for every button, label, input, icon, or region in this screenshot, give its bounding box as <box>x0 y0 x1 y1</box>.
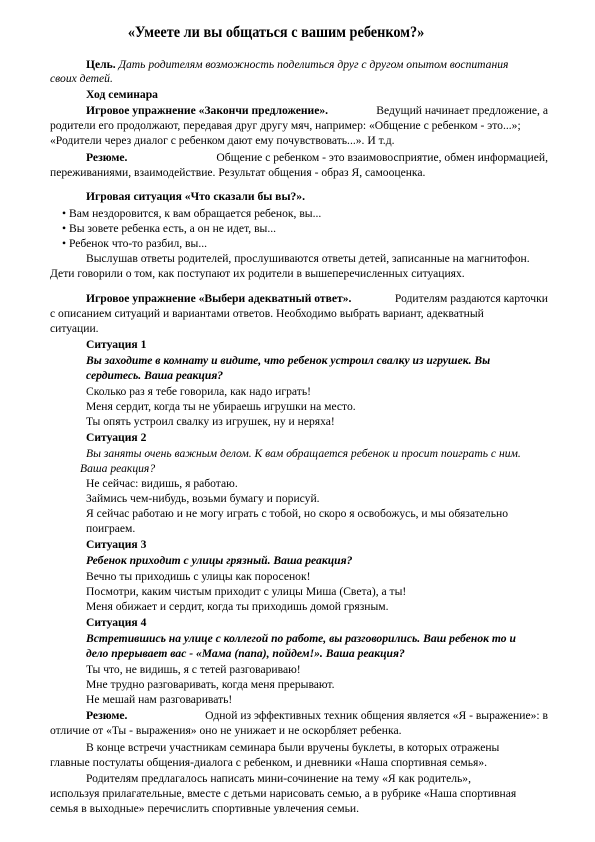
summary1-label: Резюме. <box>86 151 128 164</box>
situation2-prompt-1: Вы заняты очень важным делом. К вам обращается ребенок и просит поиграть с ним. <box>86 447 521 460</box>
situation1-heading: Ситуация 1 <box>86 338 147 351</box>
exercise1-text: Ведущий начинает предложение, а <box>376 104 548 117</box>
game-situation-after-2: Дети говорили о том, как поступают их родители в вышеперечисленных ситуациях. <box>50 267 465 280</box>
closing-p2-line-1: Родителям предлагалось написать мини-сочинение на тему «Я как родитель», <box>86 772 472 785</box>
situation4-answer: Не мешай нам разговаривать! <box>86 693 233 706</box>
exercise2-line-2: с описанием ситуаций и вариантами ответов. Необходимо выбрать вариант, адекватный <box>50 307 484 320</box>
list-item-text: Вам нездоровится, к вам обращается ребенок, вы... <box>68 207 322 220</box>
list-item-text: Ребенок что-то разбил, вы... <box>68 237 208 250</box>
exercise2-line-1 <box>86 292 548 306</box>
summary1-line-1 <box>86 151 548 165</box>
situation3-answer: Меня обижает и сердит, когда ты приходишь домой грязным. <box>86 600 389 613</box>
exercise2-line-3: ситуации. <box>50 322 99 335</box>
summary2-label: Резюме. <box>86 709 128 722</box>
exercise2-text: Родителям раздаются карточки <box>394 292 548 305</box>
situation3-answer: Посмотри, каким чистым приходит с улицы Миша (Света), а ты! <box>86 585 407 598</box>
situation2-answer: Займись чем-нибудь, возьми бумагу и порисуй. <box>86 492 320 505</box>
page-title: «Умеете ли вы общаться с вашим ребенком?» <box>127 24 425 41</box>
closing-p2-line-3: семья в выходные» перечислить спортивные увлечения семьи. <box>50 802 360 815</box>
exercise1-line-1 <box>86 104 548 118</box>
situation2-answer: Я сейчас работаю и не могу играть с тобой, но скоро я освобожусь, и мы обязательно <box>86 507 508 520</box>
situation2-prompt-2: Ваша реакция? <box>80 462 156 475</box>
exercise1-title: Игровое упражнение «Закончи предложение». <box>86 104 329 117</box>
goal-line-1 <box>86 58 548 72</box>
list-item <box>62 222 276 236</box>
closing-p1-line-1: В конце встречи участникам семинара были вручены буклеты, в которых отражены <box>86 741 500 754</box>
game-situation-title: Игровая ситуация «Что сказали бы вы?». <box>86 190 305 203</box>
summary1-text: Общение с ребенком - это взаимовосприятие, обмен информацией, <box>216 151 548 164</box>
situation3-heading: Ситуация 3 <box>86 538 147 551</box>
summary1-line-2: переживаниями, взаимодействие. Результат общения - образ Я, самооценка. <box>50 166 426 179</box>
situation2-answer: поиграем. <box>86 522 136 535</box>
exercise2-title: Игровое упражнение «Выбери адекватный ответ». <box>86 292 352 305</box>
situation4-heading: Ситуация 4 <box>86 616 147 629</box>
bullet-icon: • <box>62 237 67 250</box>
situation3-prompt-1: Ребенок приходит с улицы грязный. Ваша реакция? <box>86 554 353 567</box>
situation4-answer: Мне трудно разговаривать, когда меня прерывают. <box>86 678 335 691</box>
goal-label: Цель. <box>86 58 116 71</box>
seminar-heading: Ход семинара <box>86 88 158 101</box>
situation4-answer: Ты что, не видишь, я с тетей разговариваю! <box>86 663 301 676</box>
goal-text: Дать родителям возможность поделиться друг с другом опытом воспитания <box>118 58 509 71</box>
summary2-text: Одной из эффективных техник общения является «Я - выражение»: в <box>205 709 548 722</box>
exercise1-line-2: родители его продолжают, передавая друг другу мяч, например: «Общение с ребенком - это...»; <box>50 119 521 132</box>
list-item <box>62 207 321 221</box>
summary2-line-2: отличие от «Ты - выражения» оно не унижает и не оскорбляет ребенка. <box>50 724 402 737</box>
bullet-icon: • <box>62 222 67 235</box>
situation1-answer: Сколько раз я тебе говорила, как надо играть! <box>86 385 311 398</box>
list-item <box>62 237 207 251</box>
summary2-line-1 <box>86 709 548 723</box>
situation1-prompt-2: сердитесь. Ваша реакция? <box>86 369 224 382</box>
situation2-answer: Не сейчас: видишь, я работаю. <box>86 477 238 490</box>
situation4-prompt-2: дело прерывает вас - «Мама (папа), пойдем!». Ваша реакция? <box>86 647 405 660</box>
situation1-answer: Меня сердит, когда ты не убираешь игрушки на место. <box>86 400 356 413</box>
situation1-prompt-1: Вы заходите в комнату и видите, что ребенок устроил свалку из игрушек. Вы <box>86 354 491 367</box>
game-situation-after-1: Выслушав ответы родителей, прослушиваются ответы детей, записанные на магнитофон. <box>86 252 530 265</box>
situation3-answer: Вечно ты приходишь с улицы как поросенок! <box>86 570 311 583</box>
goal-line-2: своих детей. <box>50 72 113 85</box>
closing-p1-line-2: главные постулаты общения-диалога с ребенком, и дневники «Наша спортивная семья». <box>50 756 488 769</box>
closing-p2-line-2: используя прилагательные, вместе с детьми нарисовать семью, а в рубрике «Наша спортивная <box>50 787 517 800</box>
bullet-icon: • <box>62 207 67 220</box>
situation1-answer: Ты опять устроил свалку из игрушек, ну и неряха! <box>86 415 335 428</box>
situation2-heading: Ситуация 2 <box>86 431 147 444</box>
situation4-prompt-1: Встретившись на улице с коллегой по работе, вы разговорились. Ваш ребенок то и <box>86 632 516 645</box>
exercise1-line-3: «Родители через диалог с ребенком дают ему почувствовать...». И т.д. <box>50 134 395 147</box>
list-item-text: Вы зовете ребенка есть, а он не идет, вы... <box>68 222 277 235</box>
